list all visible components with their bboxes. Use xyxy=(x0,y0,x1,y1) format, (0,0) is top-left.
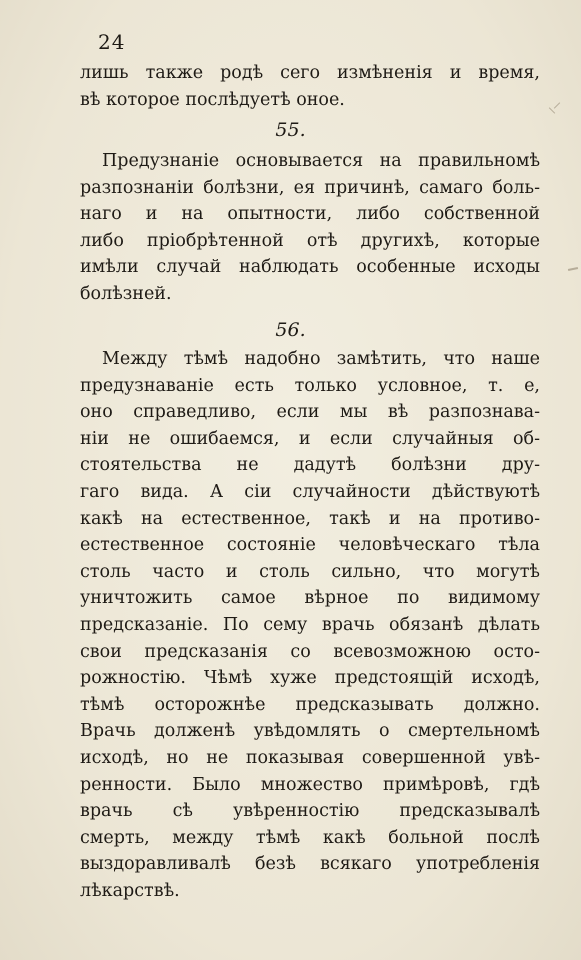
text-line: тѣмѣ осторожнѣе предсказывать должно. xyxy=(80,694,540,715)
section-number-55: 55. xyxy=(275,119,306,141)
section-number-56: 56. xyxy=(275,319,306,341)
text-line: лишь также родѣ сего измѣненія и время, xyxy=(80,63,540,83)
text-line: Врачь долженѣ увѣдомлять о смертельномѣ xyxy=(80,721,540,742)
text-line: уничтожить самое вѣрное по видимому xyxy=(80,588,540,609)
text-line: Между тѣмѣ надобно замѣтить, что наше xyxy=(102,349,540,369)
text-line: столь часто и столь сильно, что могутѣ xyxy=(80,561,540,582)
paper-mark xyxy=(554,102,560,108)
text-line: рожностію. Чѣмѣ хуже предстоящій исходѣ, xyxy=(80,668,540,689)
text-line: предсказаніе. По сему врачь обязанѣ дѣлать xyxy=(80,614,540,635)
text-line: вѣ которое послѣдуетѣ оное. xyxy=(80,89,345,110)
text-line: ніи не ошибаемся, и если случайныя об- xyxy=(80,428,540,449)
text-line: имѣли случай наблюдать особенные исходы xyxy=(80,257,540,278)
section-56-paragraph xyxy=(80,346,540,904)
text-line: разпознаніи болѣзни, ея причинѣ, самаго боль- xyxy=(80,177,540,198)
text-line: ренности. Было множество примѣровѣ, гдѣ xyxy=(80,774,540,795)
text-line: гаго вида. А сіи случайности дѣйствуютѣ xyxy=(80,481,540,502)
text-line: свои предсказанія со всевозможною осто- xyxy=(80,641,540,662)
text-line: исходѣ, но не показывая совершенной увѣ- xyxy=(80,747,540,768)
text-line: смерть, между тѣмѣ какѣ больной послѣ xyxy=(80,827,540,848)
text-line: выздоравливалѣ безѣ всякаго употребленія xyxy=(80,854,540,875)
text-line: лѣкарствѣ. xyxy=(80,880,180,901)
text-line: болѣзней. xyxy=(80,283,172,304)
text-line: Предузнаніе основывается на правильномѣ xyxy=(102,151,540,171)
text-line: либо пріобрѣтенной отѣ другихѣ, которые xyxy=(80,230,540,251)
text-line: наго и на опытности, либо собственной xyxy=(80,204,540,225)
continuation-paragraph xyxy=(80,60,540,113)
text-line: врачь сѣ увѣренностію предсказывалѣ xyxy=(80,801,540,822)
text-line: предузнаваніе есть только условное, т. е, xyxy=(80,375,540,396)
text-line: естественное состояніе человѣческаго тѣла xyxy=(80,535,540,556)
text-line: стоятельства не дадутѣ болѣзни дру- xyxy=(80,455,540,476)
text-line: какѣ на естественное, такѣ и на противо- xyxy=(80,508,540,529)
text-line: оно справедливо, если мы вѣ разпознава- xyxy=(80,402,540,423)
page-number: 24 xyxy=(98,30,126,54)
section-55-paragraph xyxy=(80,148,540,308)
paper-mark xyxy=(568,267,578,271)
